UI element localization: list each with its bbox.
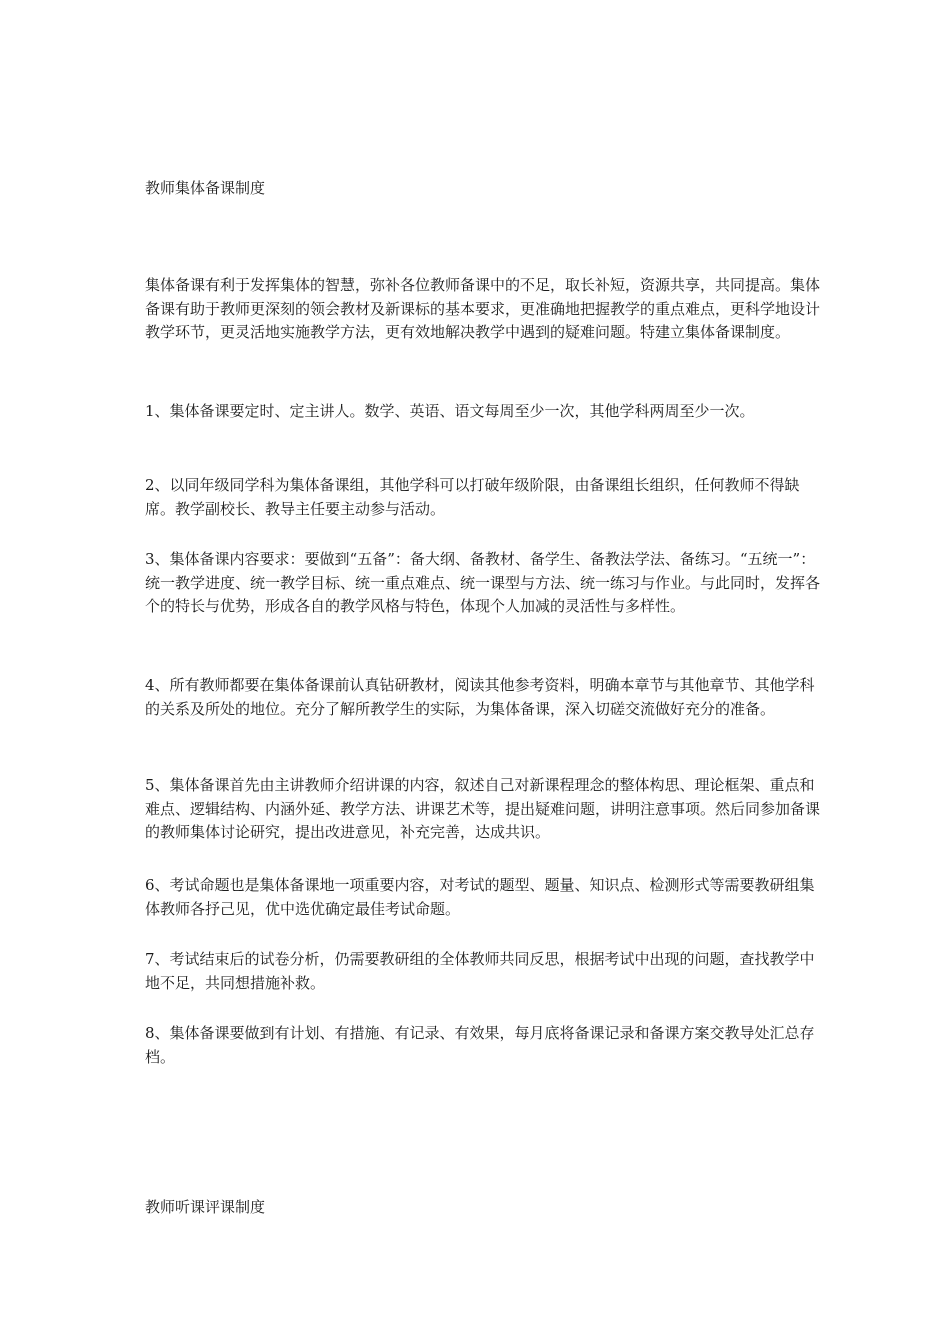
rule-item-1: 1、集体备课要定时、定主讲人。数学、英语、语文每周至少一次，其他学科两周至少一次。 <box>145 402 755 420</box>
rule-item-6: 6、考试命题也是集体备课地一项重要内容，对考试的题型、题量、知识点、检测形式等需要教研组集体教师各抒己见，优中选优确定最佳考试命题。 <box>145 876 815 918</box>
rule-item-8: 8、集体备课要做到有计划、有措施、有记录、有效果，每月底将备课记录和备课方案交教导处汇总存档。 <box>145 1024 815 1066</box>
section-title-lesson-observation: 教师听课评课制度 <box>145 1198 266 1216</box>
rule-item-2: 2、以同年级同学科为集体备课组，其他学科可以打破年级阶限，由备课组长组织，任何教师不得缺席。教学副校长、教导主任要主动参与活动。 <box>145 476 800 518</box>
rule-item-3: 3、集体备课内容要求：要做到“五备”：备大纲、备教材、备学生、备教法学法、备练习。“五统一”：统一教学进度、统一教学目标、统一重点难点、统一课型与方法、统一练习与作业。与此同时，发挥各个的特长与优势，形成各自的教学风格与特色，体现个人加减的灵活性与多样性。 <box>145 550 821 615</box>
rule-item-5: 5、集体备课首先由主讲教师介绍讲课的内容，叙述自己对新课程理念的整体构思、理论框架、重点和难点、逻辑结构、内涵外延、教学方法、讲课艺术等，提出疑难问题，讲明注意事项。然后同参加备课的教师集体讨论研究，提出改进意见，补充完善，达成共识。 <box>145 776 821 841</box>
section-title-lesson-prep: 教师集体备课制度 <box>145 179 266 197</box>
intro-paragraph: 集体备课有利于发挥集体的智慧，弥补各位教师备课中的不足，取长补短，资源共享，共同提高。集体备课有助于教师更深刻的领会教材及新课标的基本要求，更准确地把握教学的重点难点，更科学地设计教学环节，更灵活地实施教学方法，更有效地解决教学中遇到的疑难问题。特建立集体备课制度。 <box>145 276 821 341</box>
rule-item-7: 7、考试结束后的试卷分析，仍需要教研组的全体教师共同反思，根据考试中出现的问题，查找教学中地不足，共同想措施补救。 <box>145 950 815 992</box>
rule-item-4: 4、所有教师都要在集体备课前认真钻研教材，阅读其他参考资料，明确本章节与其他章节、其他学科的关系及所处的地位。充分了解所教学生的实际，为集体备课，深入切磋交流做好充分的准备。 <box>145 676 815 718</box>
